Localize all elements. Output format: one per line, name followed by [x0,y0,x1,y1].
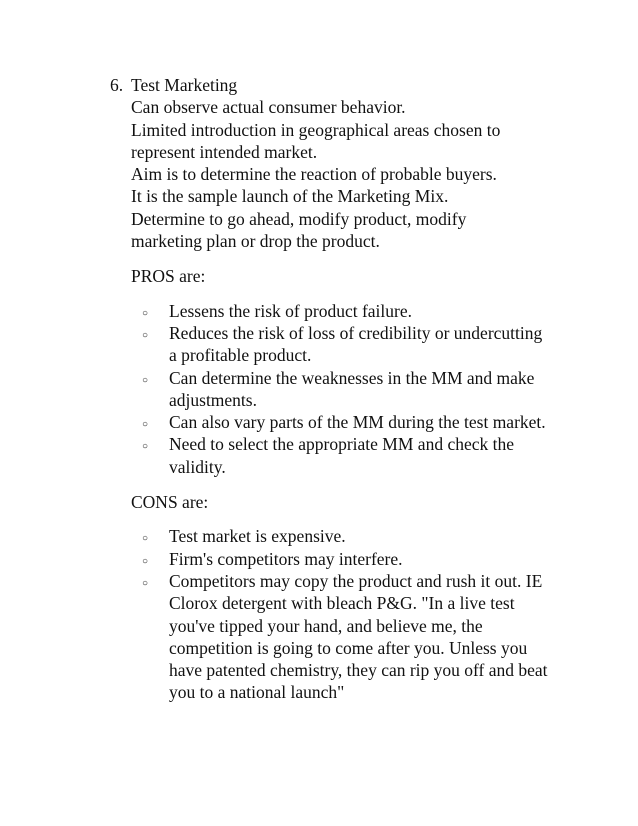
body-line: Can observe actual consumer behavior. [131,97,406,118]
circle-bullet-icon: ○ [142,329,149,341]
list-item-text: Reduces the risk of loss of credibility or undercutting a profitable product. [169,322,543,366]
pros-list [131,300,550,478]
list-item-text: Competitors may copy the product and rush it out. IE Clorox detergent with bleach P&G. "In a live test you've tipped your hand, and believe me, the competition is going to come after you. Unless you have patented chemistry, they can rip you off and beat you to a national launch" [169,570,548,703]
circle-bullet-icon: ○ [142,555,149,567]
circle-bullet-icon: ○ [142,419,149,431]
section-heading [110,74,550,96]
list-item [131,322,550,367]
circle-bullet-icon: ○ [142,441,149,453]
list-item [131,525,550,547]
body-line: It is the sample launch of the Marketing Mix. [131,186,449,207]
body-line: Limited introduction in geographical areas chosen to [131,119,501,140]
list-item-text: Can also vary parts of the MM during the test market. [169,412,546,433]
section-number: 6. [110,75,124,95]
section-title: Test Marketing [131,75,238,95]
cons-list [131,525,550,703]
list-item [131,411,550,433]
cons-label: CONS are: [131,492,209,513]
circle-bullet-icon: ○ [142,307,149,319]
list-item [131,570,550,704]
document-content [110,74,550,704]
body-line: marketing plan or drop the product. [131,231,380,252]
body-line: Aim is to determine the reaction of probable buyers. [131,164,497,185]
list-item-text: Lessens the risk of product failure. [169,300,412,321]
circle-bullet-icon: ○ [142,533,149,545]
list-item-text: Can determine the weaknesses in the MM and make adjustments. [169,367,535,410]
list-item [131,433,550,478]
list-item-text: Test market is expensive. [169,526,346,547]
pros-label: PROS are: [131,266,206,287]
list-item-text: Firm's competitors may interfere. [169,548,403,569]
list-item-text: Need to select the appropriate MM and check the validity. [169,434,515,477]
list-item [131,548,550,570]
circle-bullet-icon: ○ [142,374,149,386]
circle-bullet-icon: ○ [142,577,149,589]
list-item [131,367,550,412]
section-body [131,96,550,252]
body-line: represent intended market. [131,141,318,162]
body-line: Determine to go ahead, modify product, modify [131,208,467,229]
list-item [131,300,550,322]
